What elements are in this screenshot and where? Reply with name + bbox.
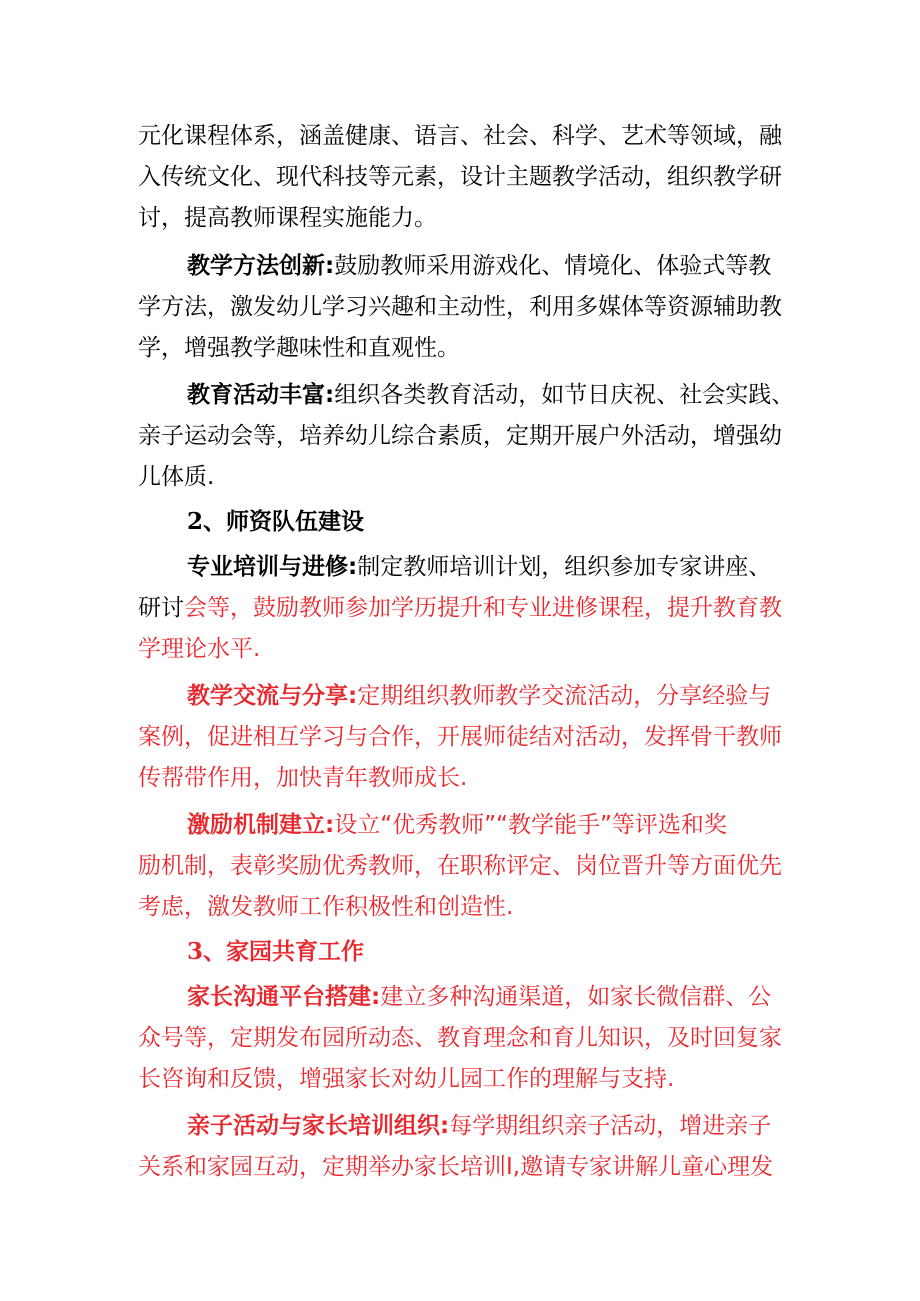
section-heading [187,502,798,542]
line-text: 学方法，激发幼儿学习兴趣和主动性，利用多媒体等资源辅助教 [138,294,782,320]
paragraph-label: 教学交流与分享: [187,683,358,709]
line-text: 设立“优秀教师”“教学能手”等评选和奖 [334,812,727,838]
text-line [138,629,798,669]
line-text: 每学期组织亲子活动，增进亲子 [449,1113,772,1139]
line-text: 长咨询和反馈，增强家长对幼儿园工作的理解与支持. [138,1066,675,1092]
heading-number: 2、 [187,508,227,535]
text-line [187,977,798,1017]
text-line [138,116,798,156]
paragraph-label: 激励机制建立: [187,812,335,838]
text-line [138,1018,798,1058]
text-line [138,758,798,798]
line-text: 学理论水平. [138,636,261,662]
line-text: 关系和家园互动，定期举办家长培训I,邀请专家讲解儿童心理发 [138,1154,774,1180]
line-text: 元化课程体系，涵盖健康、语言、社会、科学、艺术等领域，融 [138,123,782,149]
line-text: 制定教师培训计划，组织参加专家讲座、 [357,554,772,580]
text-line [187,676,798,716]
text-line [138,846,798,886]
text-line [187,246,798,286]
text-line [138,416,798,456]
text-line [138,887,798,927]
text-line [138,157,798,197]
paragraph-label: 专业培训与进修: [187,554,358,580]
line-text: 讨，提高教师课程实施能力。 [138,205,437,231]
line-text: 研讨 [138,595,184,621]
text-line [187,1106,798,1146]
line-text: 学，增强教学趣味性和直观性。 [138,335,460,361]
line-text: 励机制，表彰奖励优秀教师，在职称评定、岗位晋升等方面优先 [138,853,782,879]
line-text: 组织各类教育活动，如节日庆祝、社会实践、 [334,382,795,408]
line-text: 儿体质. [138,464,215,490]
text-line [138,328,798,368]
line-text: 考虑，激发教师工作积极性和创造性. [138,894,514,920]
line-text: 建立多种沟通渠道，如家长微信群、公 [380,984,772,1010]
text-line [138,1147,798,1187]
text-line [187,805,798,845]
heading-number: 3、 [187,938,227,965]
line-text: 入传统文化、现代科技等元素，设计主题教学活动，组织教学研 [138,164,782,190]
text-line [138,1059,798,1099]
line-text: 众号等，定期发布园所动态、教育理念和育儿知识，及时回复家 [138,1025,782,1051]
paragraph-label: 亲子活动与家长培训组织: [187,1113,450,1139]
paragraph-label: 家长沟通平台搭建: [187,984,381,1010]
paragraph-label: 教学方法创新: [187,253,335,279]
text-line [187,375,798,415]
text-line [187,547,798,587]
line-text: 会等，鼓励教师参加学历提升和专业进修课程，提升教育教 [184,595,782,621]
line-text: 亲子运动会等，培养幼儿综合素质，定期开展户外活动，增强幼 [138,423,782,449]
text-line [138,198,798,238]
heading-text: 师资队伍建设 [226,509,365,535]
text-line [138,287,798,327]
section-heading [187,932,798,972]
line-text: 案例，促进相互学习与合作，开展师徒结对活动，发挥骨干教师 [138,724,782,750]
line-text: 鼓励教师采用游戏化、情境化、体验式等教 [334,253,772,279]
text-line [138,588,798,628]
line-text: 传帮带作用，加快青年教师成长. [138,765,468,791]
paragraph-label: 教育活动丰富: [187,382,335,408]
text-line [138,457,798,497]
heading-text: 家园共育工作 [226,939,365,965]
line-text: 定期组织教师教学交流活动，分享经验与 [357,683,772,709]
text-line [138,717,798,757]
